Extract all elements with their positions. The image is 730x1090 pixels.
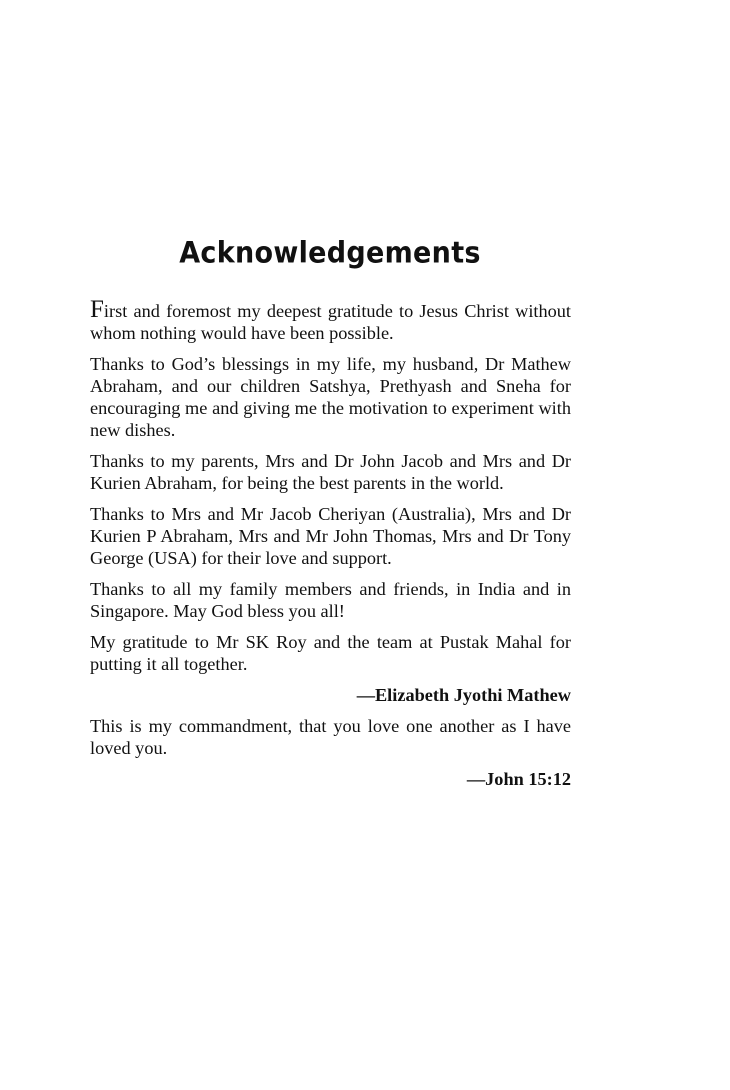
drop-cap: F (90, 296, 104, 323)
paragraph-parents: Thanks to my parents, Mrs and Dr John Jacob and Mrs and Dr Kurien Abraham, for being the best parents in the world. (90, 451, 571, 493)
acknowledgements-body (90, 296, 571, 799)
intro-paragraph (90, 296, 571, 344)
paragraph-family: Thanks to God’s blessings in my life, my husband, Dr Mathew Abraham, and our children Satshya, Prethyash and Sneha for encouraging me and giving me the motivation to experiment with new dishes. (90, 354, 571, 440)
page-title: Acknowledgements (179, 236, 481, 271)
paragraph-relatives: Thanks to Mrs and Mr Jacob Cheriyan (Australia), Mrs and Dr Kurien P Abraham, Mrs and Mr John Thomas, Mrs and Dr Tony George (USA) for their love and support. (90, 504, 571, 568)
quote-source: —John 15:12 (466, 769, 571, 789)
paragraph-publisher: My gratitude to Mr SK Roy and the team at Pustak Mahal for putting it all together. (90, 632, 571, 674)
bible-quote: This is my commandment, that you love one another as I have loved you. (90, 716, 571, 758)
intro-text: irst and foremost my deepest gratitude to Jesus Christ without whom nothing would have been possible. (90, 301, 571, 343)
paragraph-friends: Thanks to all my family members and friends, in India and in Singapore. May God bless you all! (90, 579, 571, 621)
author-signature: —Elizabeth Jyothi Mathew (356, 685, 571, 705)
